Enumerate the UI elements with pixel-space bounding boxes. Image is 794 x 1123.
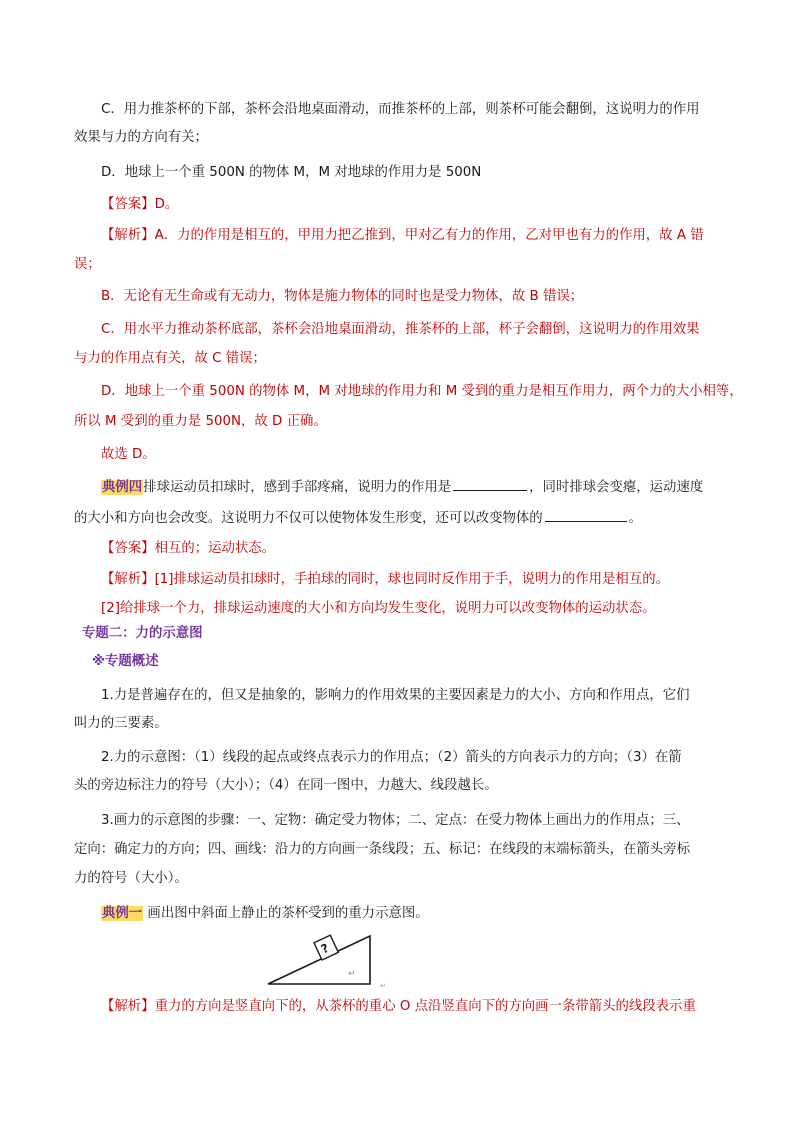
option-c-line2: 效果与力的方向有关； xyxy=(74,130,208,145)
option-d: D．地球上一个重 500N 的物体 M，M 对地球的作用力是 500N xyxy=(101,165,482,180)
analysis-3: 【解析】重力的方向是竖直向下的，从茶杯的重心 O 点沿竖直向下的方向画一条带箭头的线段表示重 xyxy=(101,999,696,1014)
point-2-line2: 头的旁边标注力的符号（大小）；（4）在同一图中，力越大、线段越长。 xyxy=(74,778,498,793)
analysis-tag: 【解析】 xyxy=(101,999,155,1014)
option-c-line1: C．用力推茶杯的下部，茶杯会沿地桌面滑动，而推茶杯的上部，则茶杯可能会翻倒，这说明力的作用 xyxy=(101,102,700,117)
topic-heading: 专题二：力的示意图 xyxy=(82,626,203,641)
analysis-1-c2: 与力的作用点有关，故 C 错误； xyxy=(74,351,266,366)
answer-2 xyxy=(101,539,275,559)
analysis-1-line1: 【解析】A．力的作用是相互的，甲用力把乙推到，甲对乙有力的作用，乙对甲也有力的作用，故 A 错 xyxy=(101,228,704,243)
example-4-line1: 典例四排球运动员扣球时，感到手部疼痛，说明力的作用是 ，同时排球会变瘪，运动速度 xyxy=(101,477,703,498)
answer-1 xyxy=(101,195,178,215)
point-3-line1: 3.画力的示意图的步骤：一、定物：确定受力物体；二、定点：在受力物体上画出力的作用点；三、 xyxy=(101,813,690,828)
final-choice: 故选 D。 xyxy=(101,447,156,462)
svg-text:?: ? xyxy=(318,940,332,957)
answer-blank xyxy=(545,508,627,522)
analysis-tag: 【解析】 xyxy=(101,572,155,587)
svg-text:↵: ↵ xyxy=(380,982,386,990)
overview-heading: ※专题概述 xyxy=(92,654,159,669)
point-1-line2: 叫力的三要素。 xyxy=(74,716,168,731)
answer-tag: 【答案】 xyxy=(101,197,155,212)
analysis-1-b: B．无论有无生命或有无动力，物体是施力物体的同时也是受力物体，故 B 错误； xyxy=(101,289,584,304)
analysis-1-d1: D．地球上一个重 500N 的物体 M，M 对地球的作用力和 M 受到的重力是相互作用力，两个力的大小相等， xyxy=(101,384,743,399)
example-1: 典例一 画出图中斜面上静止的茶杯受到的重力示意图。 xyxy=(102,906,429,921)
svg-text:↵: ↵ xyxy=(348,969,356,979)
analysis-tag: 【解析】 xyxy=(101,228,155,243)
teacup-icon xyxy=(314,935,338,960)
point-3-line2: 定向：确定力的方向；四、画线：沿力的方向画一条线段；五、标记：在线段的末端标箭头，在箭头旁标 xyxy=(74,842,690,857)
answer-text: D。 xyxy=(154,197,179,212)
analysis-1-d2: 所以 M 受到的重力是 500N，故 D 正确。 xyxy=(74,414,327,429)
example-tag: 典例四 xyxy=(102,480,143,495)
answer-blank xyxy=(453,477,527,491)
point-2-line1: 2.力的示意图：（1）线段的起点或终点表示力的作用点；（2）箭头的方向表示力的方向；（3）在箭 xyxy=(101,750,682,765)
analysis-1-c1: C．用水平力推动茶杯底部，茶杯会沿地桌面滑动，推茶杯的上部，杯子会翻倒，这说明力的作用效果 xyxy=(101,322,700,337)
point-3-line3: 力的符号（大小）。 xyxy=(74,871,188,886)
analysis-2-line2: [2]给排球一个力，排球运动速度的大小和方向均发生变化，说明力可以改变物体的运动状态。 xyxy=(101,601,656,616)
answer-tag: 【答案】 xyxy=(101,541,155,556)
answer-text: 相互的；运动状态。 xyxy=(154,541,276,556)
incline-teacup-figure xyxy=(258,928,394,990)
analysis-2-line1: 【解析】[1]排球运动员扣球时，手拍球的同时，球也同时反作用于手，说明力的作用是相互的。 xyxy=(101,572,669,587)
point-1-line1: 1.力是普遍存在的，但又是抽象的，影响力的作用效果的主要因素是力的大小、方向和作用点，它们 xyxy=(101,688,690,703)
analysis-1-line2: 误； xyxy=(74,257,101,272)
example-4-line2: 的大小和方向也会改变。这说明力不仅可以使物体发生形变，还可以改变物体的 。 xyxy=(74,508,642,529)
example-tag: 典例一 xyxy=(102,906,143,921)
